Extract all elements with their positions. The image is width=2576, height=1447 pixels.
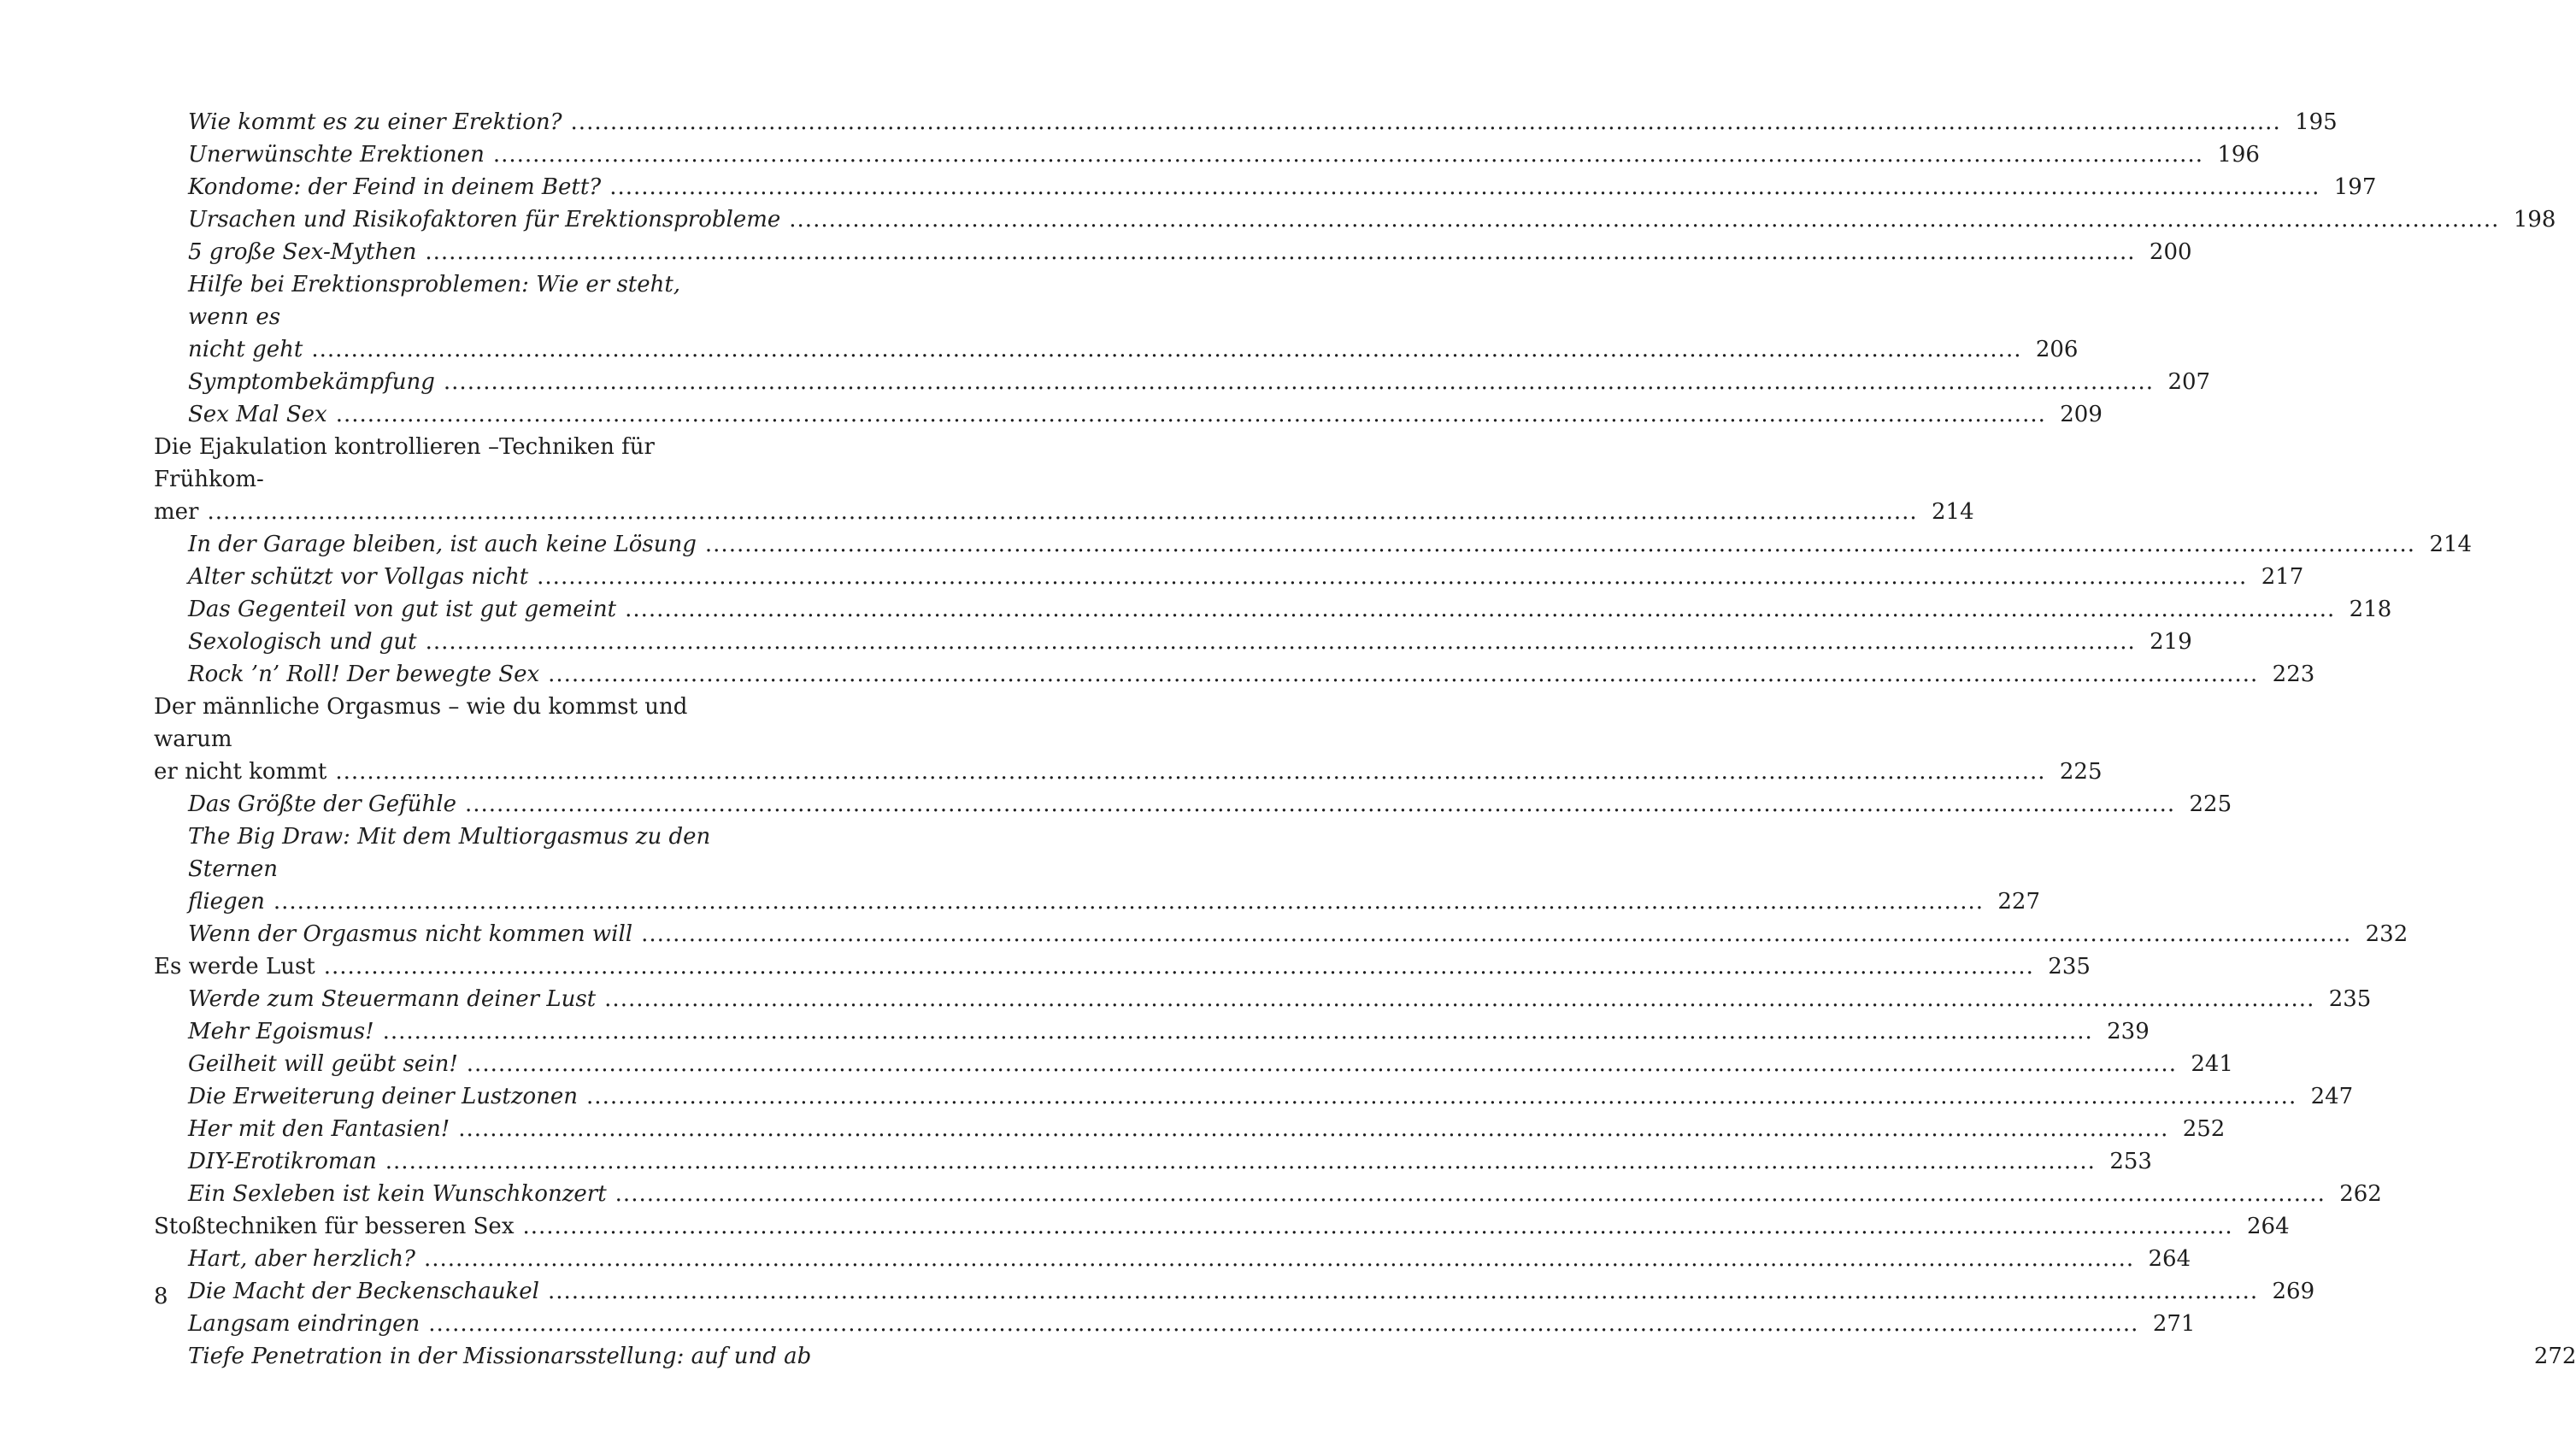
toc-entry-title: Wie kommt es zu einer Erektion?	[188, 109, 562, 135]
toc-section-entry	[154, 1178, 2382, 1210]
toc-entry-title: Die Ejakulation kontrollieren –Techniken für Frühkom-	[154, 434, 655, 492]
toc-section-entry	[154, 821, 2040, 918]
toc-section-entry	[154, 171, 2377, 203]
toc-page-number: 218	[2349, 597, 2392, 622]
toc-dot-leader	[458, 1113, 2168, 1145]
toc-dot-leader	[609, 171, 2320, 203]
toc-entry-title-continuation: fliegen	[188, 889, 265, 915]
toc-section-entry	[154, 528, 2473, 561]
toc-entry-title: Das Größte der Gefühle	[188, 791, 456, 817]
toc-page-number: 272	[2533, 1344, 2576, 1369]
toc-entry-title: Hilfe bei Erektionsproblemen: Wie er steht, wenn es	[188, 272, 681, 330]
toc-dot-leader	[641, 918, 2351, 950]
toc-section-entry	[154, 561, 2304, 593]
toc-entry-title: Hart, aber herzlich?	[188, 1246, 415, 1272]
table-of-contents	[154, 106, 2576, 1373]
toc-section-entry	[154, 593, 2392, 626]
toc-section-entry	[154, 1048, 2233, 1080]
toc-dot-leader	[604, 983, 2314, 1015]
toc-dot-leader	[467, 1048, 2177, 1080]
toc-dot-leader	[335, 756, 2045, 788]
toc-dot-leader	[493, 138, 2203, 171]
toc-entry-title: Mehr Egoismus!	[188, 1019, 374, 1044]
toc-dot-leader	[465, 788, 2175, 821]
toc-section-entry	[154, 1113, 2226, 1145]
toc-dot-leader	[548, 658, 2258, 691]
toc-entry-title: Her mit den Fantasien!	[188, 1116, 450, 1142]
toc-page-number: 227	[1997, 889, 2040, 915]
toc-dot-leader	[625, 593, 2335, 626]
toc-section-entry	[154, 1275, 2315, 1308]
toc-entry-title: Sex Mal Sex	[188, 402, 327, 427]
toc-entry-title: Die Erweiterung deiner Lustzonen	[188, 1084, 579, 1109]
toc-page-number: 269	[2272, 1279, 2315, 1304]
toc-entry-title: Ursachen und Risikofaktoren für Erektionsprobleme	[188, 207, 781, 232]
toc-page-number: 235	[2048, 954, 2091, 979]
toc-page-number: 239	[2107, 1019, 2150, 1044]
toc-entry-title: Der männliche Orgasmus – wie du kommst und warum	[154, 694, 688, 752]
toc-section-entry	[154, 983, 2372, 1015]
toc-section-entry	[154, 788, 2232, 821]
toc-section-entry	[154, 138, 2260, 171]
toc-dot-leader	[615, 1178, 2326, 1210]
toc-entry-title: Alter schützt vor Vollgas nicht	[188, 564, 529, 590]
toc-page-number: 262	[2339, 1181, 2382, 1207]
toc-dot-leader	[207, 496, 1917, 528]
toc-entry-title: Es werde Lust	[154, 954, 315, 979]
toc-section-entry	[154, 398, 2103, 431]
toc-section-entry	[154, 1340, 2576, 1373]
toc-page-number: 235	[2328, 986, 2372, 1012]
toc-dot-leader	[586, 1080, 2297, 1113]
toc-page-number: 197	[2333, 174, 2377, 200]
toc-section-entry	[154, 236, 2192, 268]
toc-chapter-entry	[154, 950, 2091, 983]
toc-section-entry	[154, 366, 2211, 398]
toc-page-number: 214	[2429, 532, 2473, 557]
toc-section-entry	[154, 268, 2079, 366]
toc-page-number: 252	[2182, 1116, 2226, 1142]
toc-entry-title: The Big Draw: Mit dem Multiorgasmus zu den Sternen	[188, 824, 711, 882]
toc-dot-leader	[424, 1243, 2134, 1275]
toc-section-entry	[154, 626, 2192, 658]
toc-chapter-entry	[154, 691, 2103, 788]
toc-page-number: 206	[2035, 337, 2079, 362]
toc-dot-leader	[537, 561, 2247, 593]
toc-page-number: 225	[2059, 759, 2103, 785]
toc-page-number: 207	[2167, 369, 2211, 395]
toc-section-entry	[154, 1015, 2150, 1048]
toc-entry-title-continuation: mer	[154, 499, 199, 525]
toc-page-number: 223	[2272, 662, 2315, 687]
toc-entry-title: Symptombekämpfung	[188, 369, 435, 395]
toc-page-number: 219	[2150, 629, 2192, 655]
toc-page-number: 271	[2152, 1311, 2196, 1337]
toc-dot-leader	[311, 333, 2021, 366]
toc-dot-leader	[324, 950, 2034, 983]
toc-dot-leader	[426, 626, 2136, 658]
toc-page-number: 200	[2149, 239, 2192, 265]
toc-page-number: 198	[2513, 207, 2556, 232]
toc-dot-leader	[428, 1308, 2138, 1340]
toc-entry-title: Kondome: der Feind in deinem Bett?	[188, 174, 602, 200]
toc-section-entry	[154, 658, 2315, 691]
toc-section-entry	[154, 1145, 2152, 1178]
toc-dot-leader	[425, 236, 2135, 268]
toc-entry-title: Sexologisch und gut	[188, 629, 417, 655]
toc-entry-title: Ein Sexleben ist kein Wunschkonzert	[188, 1181, 607, 1207]
toc-page-number: 209	[2060, 402, 2103, 427]
toc-section-entry	[154, 106, 2338, 138]
toc-dot-leader	[444, 366, 2154, 398]
toc-dot-leader	[273, 885, 1984, 918]
toc-entry-title: Die Macht der Beckenschaukel	[188, 1279, 539, 1304]
toc-dot-leader	[336, 398, 2046, 431]
toc-entry-title: Stoßtechniken für besseren Sex	[154, 1214, 515, 1239]
toc-chapter-entry	[154, 1210, 2290, 1243]
toc-page-number: 232	[2365, 921, 2408, 947]
toc-page-number: 225	[2189, 791, 2232, 817]
toc-section-entry	[154, 918, 2408, 950]
toc-page-number: 217	[2261, 564, 2304, 590]
toc-entry-title: Langsam eindringen	[188, 1311, 421, 1337]
toc-dot-leader	[548, 1275, 2258, 1308]
toc-chapter-entry	[154, 431, 1974, 528]
toc-dot-leader	[383, 1015, 2093, 1048]
toc-page-number: 214	[1932, 499, 1974, 525]
toc-entry-title: Das Gegenteil von gut ist gut gemeint	[188, 597, 617, 622]
toc-entry-title: Unerwünschte Erektionen	[188, 142, 485, 168]
toc-page-number: 264	[2247, 1214, 2290, 1239]
toc-entry-title: Wenn der Orgasmus nicht kommen will	[188, 921, 633, 947]
toc-dot-leader	[789, 203, 2499, 236]
toc-entry-title: Geilheit will geübt sein!	[188, 1051, 458, 1077]
toc-section-entry	[154, 203, 2556, 236]
toc-entry-title: Tiefe Penetration in der Missionarsstellung: auf und ab	[188, 1344, 812, 1369]
toc-entry-title-continuation: nicht geht	[188, 337, 303, 362]
toc-page-number: 247	[2310, 1084, 2354, 1109]
page-number: 8	[154, 1284, 168, 1309]
toc-entry-title: DIY-Erotikroman	[188, 1149, 377, 1174]
toc-page-number: 264	[2148, 1246, 2191, 1272]
toc-entry-title-continuation: er nicht kommt	[154, 759, 327, 785]
toc-section-entry	[154, 1243, 2191, 1275]
toc-page-number: 196	[2217, 142, 2260, 168]
toc-dot-leader	[571, 106, 2281, 138]
toc-entry-title: 5 große Sex-Mythen	[188, 239, 417, 265]
toc-entry-title: Rock ’n’ Roll! Der bewegte Sex	[188, 662, 540, 687]
toc-dot-leader	[385, 1145, 2096, 1178]
toc-entry-title: Werde zum Steuermann deiner Lust	[188, 986, 597, 1012]
toc-page-number: 195	[2295, 109, 2338, 135]
toc-section-entry	[154, 1080, 2354, 1113]
toc-dot-leader	[522, 1210, 2232, 1243]
toc-page-number: 241	[2191, 1051, 2233, 1077]
toc-dot-leader	[705, 528, 2415, 561]
toc-entry-title: In der Garage bleiben, ist auch keine Lösung	[188, 532, 697, 557]
toc-page-number: 253	[2109, 1149, 2152, 1174]
toc-section-entry	[154, 1308, 2196, 1340]
